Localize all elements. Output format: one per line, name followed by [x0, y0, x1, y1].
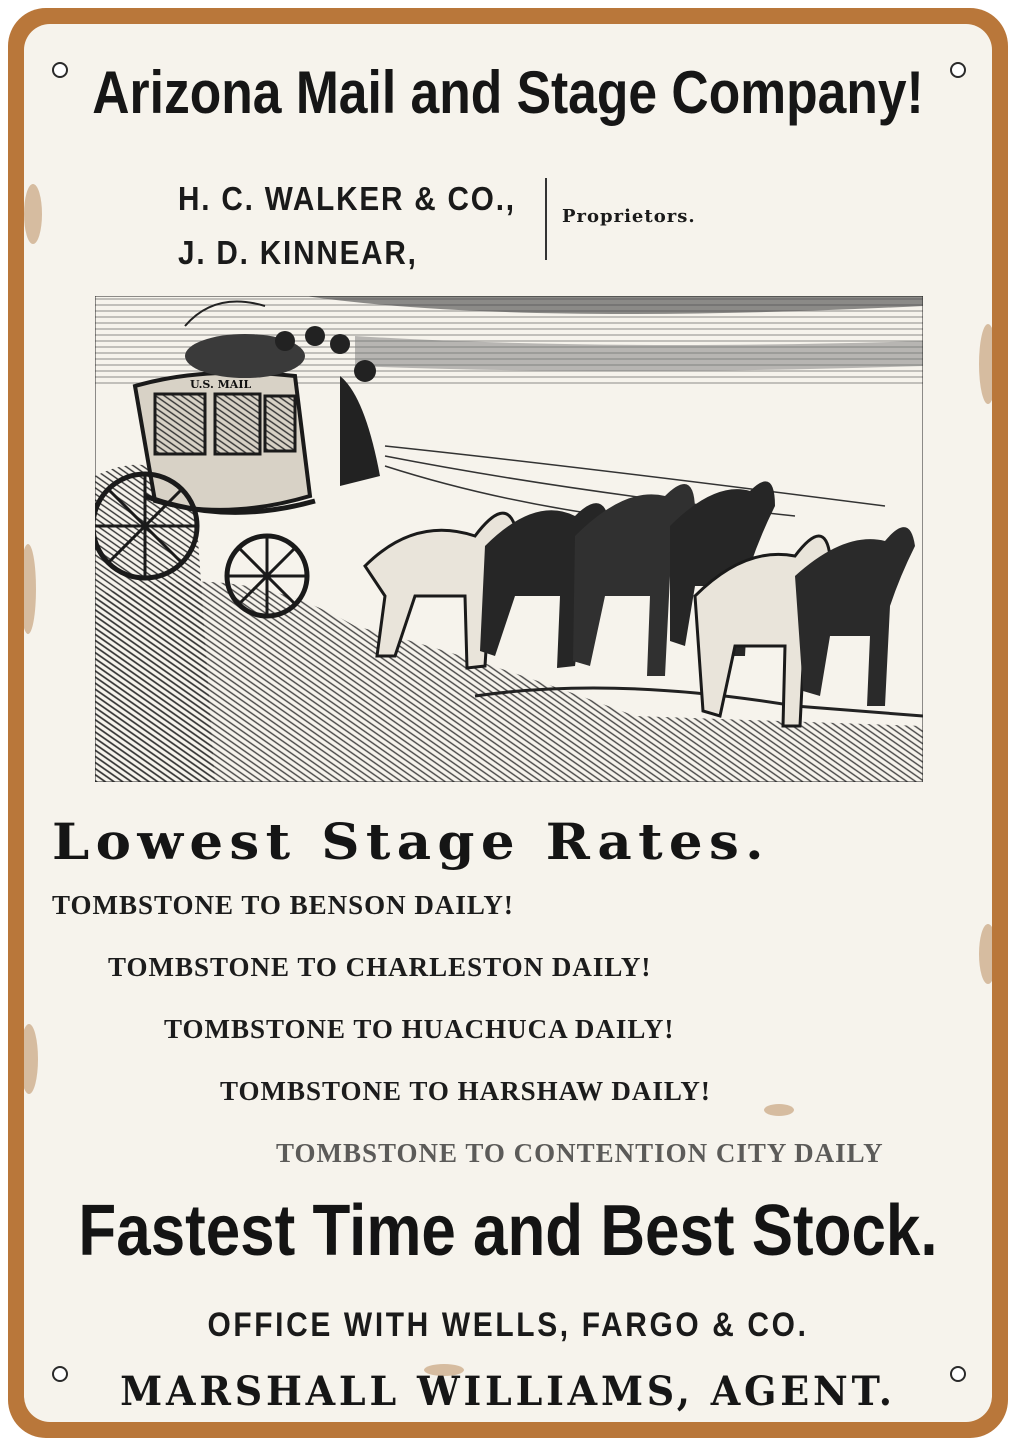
stagecoach-illustration	[95, 296, 923, 782]
rates-heading: Lowest Stage Rates.	[52, 812, 771, 871]
office-line: OFFICE WITH WELLS, FARGO & CO.	[207, 1306, 809, 1344]
route-line: TOMBSTONE TO BENSON DAILY!	[52, 890, 514, 920]
route-line: TOMBSTONE TO CHARLESTON DAILY!	[108, 952, 652, 982]
rust-speck	[979, 924, 992, 984]
coach-wheel-front	[227, 536, 307, 616]
coach-mail-sign: U.S. MAIL	[190, 378, 252, 391]
agent-line: MARSHALL WILLIAMS, AGENT.	[120, 1368, 896, 1415]
rust-speck	[24, 544, 36, 634]
sign-title: Arizona Mail and Stage Company!	[92, 59, 924, 126]
rust-speck	[24, 1024, 38, 1094]
rust-speck	[979, 324, 992, 404]
proprietor-names	[178, 172, 516, 280]
coach-wheel-rear	[95, 474, 197, 578]
route-line: TOMBSTONE TO CONTENTION CITY DAILY	[276, 1138, 884, 1168]
slogan: Fastest Time and Best Stock.	[78, 1191, 938, 1271]
rust-speck	[24, 184, 42, 244]
route-line: TOMBSTONE TO HUACHUCA DAILY!	[164, 1014, 675, 1044]
mounting-hole-top-right	[950, 62, 966, 78]
proprietors-label: Proprietors.	[562, 206, 696, 227]
proprietor-line-2: J. D. KINNEAR,	[178, 234, 418, 271]
route-line: TOMBSTONE TO HARSHAW DAILY!	[220, 1076, 711, 1106]
mounting-hole-top-left	[52, 62, 68, 78]
rust-speck	[764, 1104, 794, 1116]
proprietor-line-1: H. C. WALKER & CO.,	[178, 180, 516, 217]
brace-divider	[545, 178, 557, 260]
